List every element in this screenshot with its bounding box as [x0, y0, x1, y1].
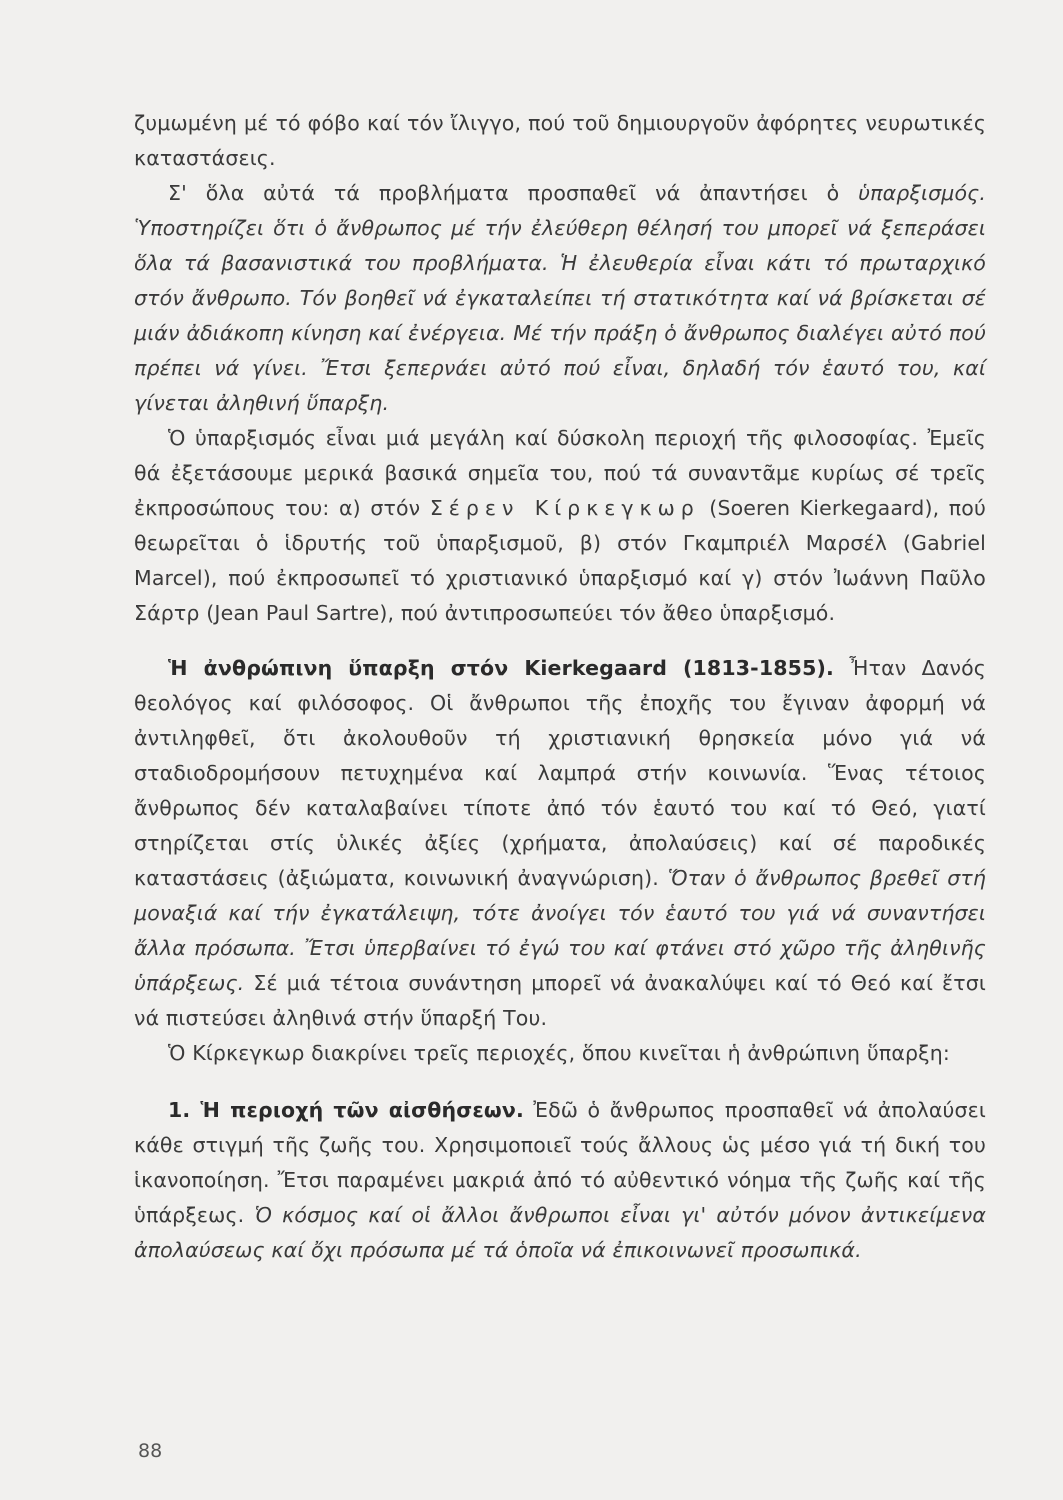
body-text [134, 106, 986, 1268]
paragraph-1-text: ζυμωμένη μέ τό φόβο καί τόν ἴλιγγο, πού τοῦ δημιουργοῦν ἀφόρητες νευρωτικές καταστάσεις. [134, 111, 986, 170]
paragraph-6-italic: Ὁ κόσμος καί οἱ ἄλλοι ἄνθρωποι εἶναι γι' αὐτόν μόνον ἀντικείμενα ἀπολαύσεως καί ὄχι πρόσωπα μέ τά ὁποῖα νά ἐπικοινωνεῖ προσωπικά. [134, 1203, 986, 1262]
subsection-heading-senses: 1. Ἡ περιοχή τῶν αἰσθήσεων. [168, 1098, 524, 1122]
paragraph-4 [134, 651, 986, 1036]
paragraph-6 [134, 1093, 986, 1268]
paragraph-5-text: Ὁ Κίρκεγκωρ διακρίνει τρεῖς περιοχές, ὅπου κινεῖται ἡ ἀνθρώπινη ὕπαρξη: [168, 1041, 950, 1065]
kierkegaard-name-spaced: Σέρεν Κίρκεγκωρ [429, 496, 700, 520]
paragraph-2 [134, 176, 986, 421]
paragraph-1 [134, 106, 986, 176]
paragraph-4-text-a: Ἦταν Δανός θεολόγος καί φιλόσοφος. Οἱ ἄνθρωποι τῆς ἐποχῆς του ἔγιναν ἀφορμή νά ἀντιληφθεῖ, ὅτι ἀκολουθοῦν τή χριστιανική θρησκεία μόνο γιά νά σταδιοδρομήσουν πετυχημένα καί λαμπρά στήν κοινωνία. Ἕνας τέτοιος ἄνθρωπος δέν καταλαβαίνει τίποτε ἀπό τόν ἑαυτό του καί τό Θεό, γιατί στηρίζεται στίς ὑλικές ἀξίες (χρήματα, ἀπολαύσεις) καί σέ παροδικές καταστάσεις (ἀξιώματα, κοινωνική ἀναγνώριση). [134, 656, 986, 890]
paragraph-2-text: Σ' ὅλα αὐτά τά προβλήματα προσπαθεῖ νά ἀπαντήσει ὁ [168, 181, 859, 205]
page-number: 88 [138, 1440, 163, 1462]
paragraph-4-italic: Ὅταν ὁ ἄνθρωπος βρεθεῖ στή μοναξιά καί τήν ἐγκατάλειψη, τότε ἀνοίγει τόν ἑαυτό του γιά νά συναντήσει ἄλλα πρόσωπα. Ἔτσι ὑπερβαίνει τό ἐγώ του καί φτάνει στό χῶρο τῆς ἀληθινῆς ὑπάρξεως. [134, 866, 986, 995]
paragraph-2-italic: ὑπαρξισμός. Ὑποστηρίζει ὅτι ὁ ἄνθρωπος μέ τήν ἐλεύθερη θέλησή του μπορεῖ νά ξεπεράσει ὅλα τά βασανιστικά του προβλήματα. Ἡ ἐλευθερία εἶναι κάτι τό πρωταρχικό στόν ἄνθρωπο. Τόν βοηθεῖ νά ἐγκαταλείπει τή στατικότητα καί νά βρίσκεται σέ μιάν ἀδιάκοπη κίνηση καί ἐνέργεια. Μέ τήν πράξη ὁ ἄνθρωπος διαλέγει αὐτό πού πρέπει νά γίνει. Ἔτσι ξεπερνάει αὐτό πού εἶναι, δηλαδή τόν ἑαυτό του, καί γίνεται ἀληθινή ὕπαρξη. [134, 181, 986, 415]
section-heading-kierkegaard: Ἡ ἀνθρώπινη ὕπαρξη στόν Kierkegaard (1813-1855). [168, 656, 834, 680]
paragraph-6-text: Ἐδῶ ὁ ἄνθρωπος προσπαθεῖ νά ἀπολαύσει κάθε στιγμή τῆς ζωῆς του. Χρησιμοποιεῖ τούς ἄλλους ὡς μέσο γιά τή δική του ἱκανοποίηση. Ἔτσι παραμένει μακριά ἀπό τό αὐθεντικό νόημα τῆς ζωῆς καί τῆς ὑπάρξεως. [134, 1098, 986, 1227]
paragraph-5 [134, 1036, 986, 1071]
paragraph-3 [134, 421, 986, 631]
paragraph-3-text-a: Ὁ ὑπαρξισμός εἶναι μιά μεγάλη καί δύσκολη περιοχή τῆς φιλοσοφίας. Ἐμεῖς θά ἐξετάσουμε μερικά βασικά σημεῖα του, πού τά συναντᾶμε κυρίως σέ τρεῖς ἐκπροσώπους του: α) στόν [134, 426, 986, 520]
paragraph-3-text-b: (Soeren Kierkegaard), πού θεωρεῖται ὁ ἱδρυτής τοῦ ὑπαρξισμοῦ, β) στόν Γκαμπριέλ Μαρσέλ (Gabriel Marcel), πού ἐκπροσωπεῖ τό χριστιανικό ὑπαρξισμό καί γ) στόν Ἰωάννη Παῦλο Σάρτρ (Jean Paul Sartre), πού ἀντιπροσωπεύει τόν ἄθεο ὑπαρξισμό. [134, 496, 986, 625]
paragraph-4-text-b: Σέ μιά τέτοια συνάντηση μπορεῖ νά ἀνακαλύψει καί τό Θεό καί ἔτσι νά πιστεύσει ἀληθινά στήν ὕπαρξή Του. [134, 971, 986, 1030]
